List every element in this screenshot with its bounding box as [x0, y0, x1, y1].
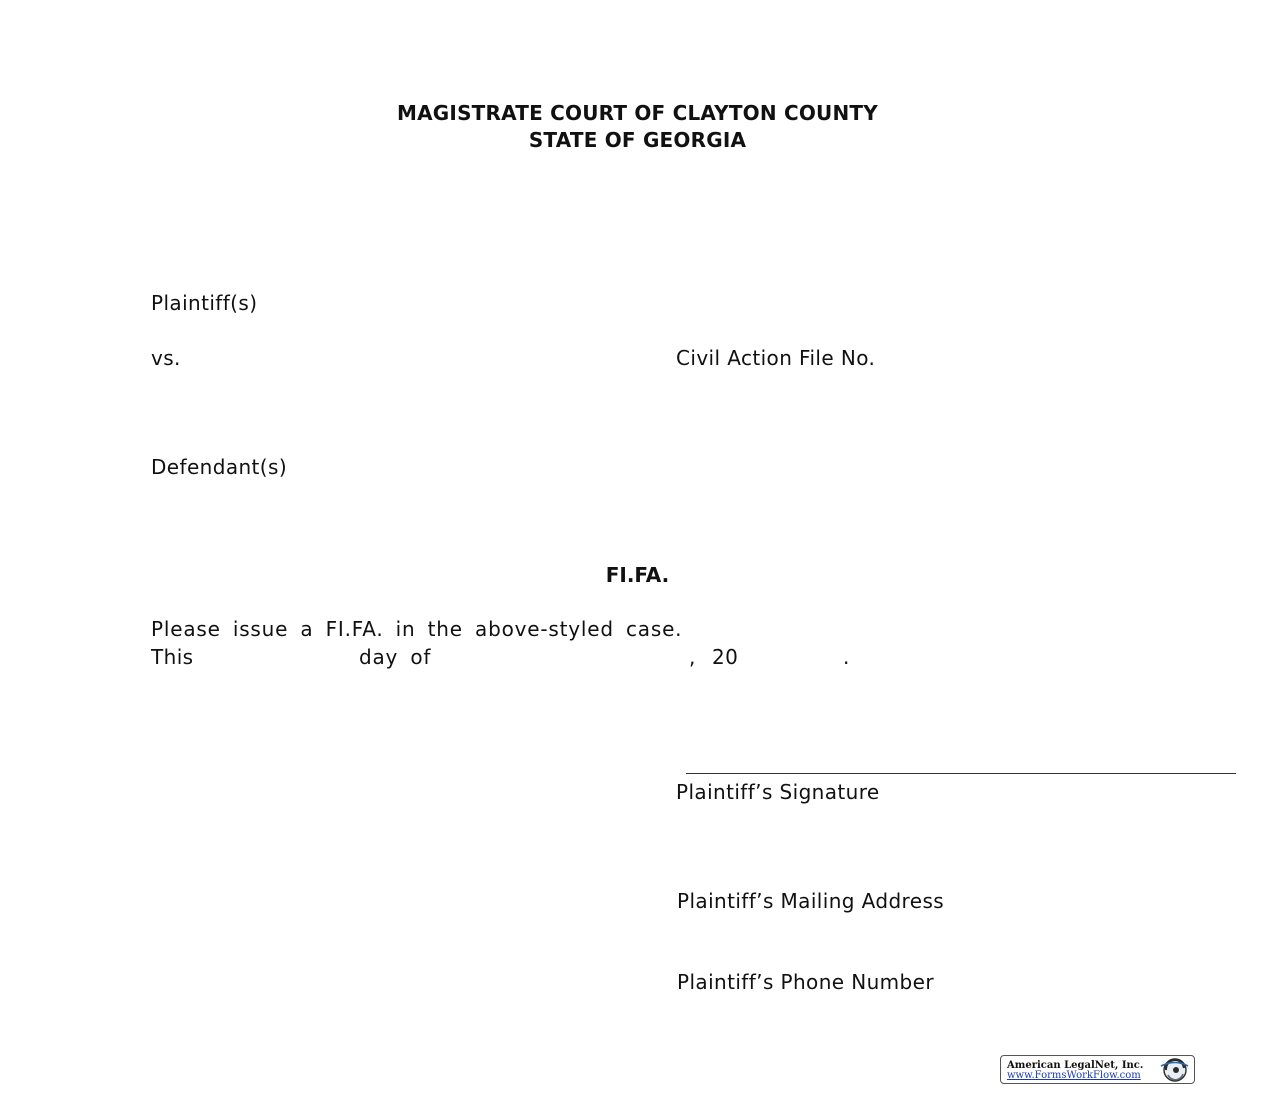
date-year-prefix: 20: [712, 645, 739, 669]
globe-logo-icon: [1157, 1057, 1191, 1087]
plaintiff-phone-number-label: Plaintiff’s Phone Number: [677, 970, 934, 994]
date-period: .: [843, 645, 850, 669]
date-day-of-label: day of: [359, 645, 432, 669]
court-name: MAGISTRATE COURT OF CLAYTON COUNTY: [397, 101, 878, 125]
plaintiff-mailing-address-label: Plaintiff’s Mailing Address: [677, 889, 945, 913]
defendant-label: Defendant(s): [151, 455, 288, 479]
date-comma: ,: [689, 645, 696, 669]
date-this-label: This: [151, 645, 194, 669]
badge-website-link[interactable]: www.FormsWorkFlow.com: [1007, 1070, 1141, 1081]
civil-action-file-no-label: Civil Action File No.: [676, 346, 876, 370]
forms-workflow-badge[interactable]: [1000, 1055, 1195, 1084]
court-state: STATE OF GEORGIA: [528, 128, 747, 152]
badge-company-name: American LegalNet, Inc.: [1007, 1060, 1144, 1071]
vs-label: vs.: [151, 346, 181, 370]
request-text: Please issue a FI.FA. in the above-styled case.: [151, 617, 683, 641]
plaintiff-signature-label: Plaintiff’s Signature: [676, 780, 880, 804]
plaintiff-label: Plaintiff(s): [151, 291, 258, 315]
document-heading: FI.FA.: [605, 563, 670, 587]
signature-line: [686, 773, 1236, 774]
